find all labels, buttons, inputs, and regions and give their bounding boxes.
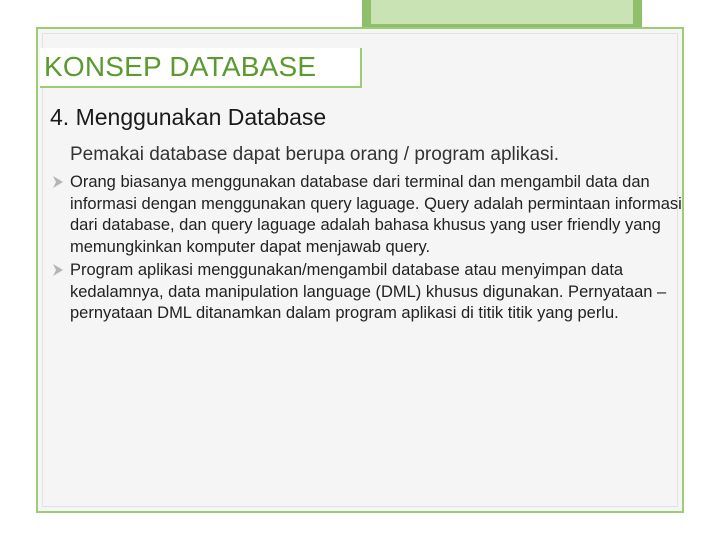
- top-decoration-bar-inner: [371, 0, 633, 24]
- bullet-item: [50, 172, 694, 258]
- slide-subtitle: 4. Menggunakan Database: [50, 104, 327, 130]
- bullet-text: Program aplikasi menggunakan/mengambil database atau menyimpan data kedalamnya, data manipulation language (DML) khusus digunakan. Pernyataan – pernyataan DML ditanamkan dalam program aplikasi di titik titik yang perlu.: [70, 261, 667, 322]
- bullet-list: [50, 172, 694, 327]
- bullet-text: Orang biasanya menggunakan database dari terminal dan mengambil data dan informasi dengan menggunakan query laguage. Query adalah permintaan informasi dari database, dan query laguage adalah bahasa khusus yang user friendly yang memungkinkan komputer dapat menjawab query.: [70, 173, 682, 256]
- arrowhead-bullet-icon: [52, 263, 64, 277]
- slide-title: KONSEP DATABASE: [44, 51, 317, 82]
- intro-text: Pemakai database dapat berupa orang / program aplikasi.: [70, 144, 560, 165]
- bullet-item: [50, 260, 694, 325]
- arrowhead-bullet-icon: [52, 175, 64, 189]
